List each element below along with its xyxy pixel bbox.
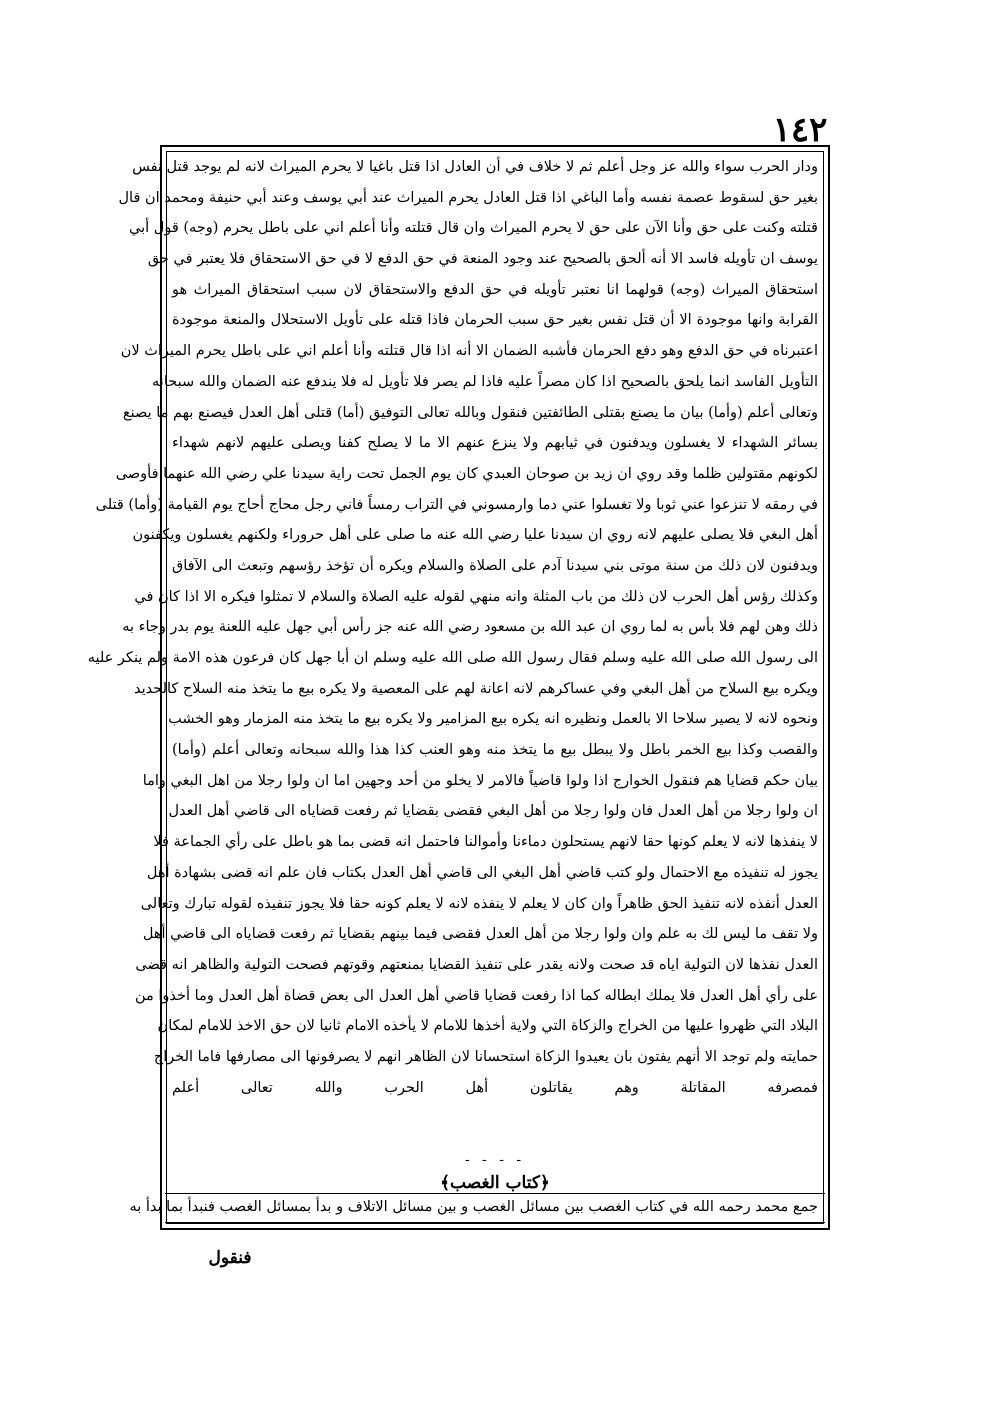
text-line: لكونهم مقتولين ظلما وقد روي ان زيد بن صوحان العبدي كان يوم الجمل تحت راية سيدنا علي رضي الله عنهما فأوصى — [115, 465, 818, 482]
section-separator: - - - - — [464, 1152, 526, 1168]
text-line: ونحوه لانه لا يصير سلاحا الا بالعمل ونظيره انه يكره بيع المزامير ولا يكره بيع ما يتخذ منه المزمار وهو الخشب — [168, 711, 818, 728]
text-line: لا ينفذها لانه لا يعلم كونها حقا لانهم يستحلون دماءنا وأموالنا فاحتمل انه قضى بما هو باطل على رأي الجماعة فلا — [153, 834, 818, 851]
text-line: التأويل الفاسد انما يلحق بالصحيح اذا كان مصراً عليه فاذا لم يصر فلا تأويل له فلا يندفع عنه الضمان والله سبحانه — [152, 373, 818, 390]
text-line: الى رسول الله صلى الله عليه وسلم فقال رسول الله صلى الله عليه وسلم ان أبا جهل كان فرعون هذه الامة ولم ينكر عليه — [87, 650, 818, 666]
text-line: ان ولوا رجلا من أهل العدل فان ولوا رجلا من أهل البغي فقضى بقضايا ثم رفعت قضاياه الى قاضي أهل العدل — [168, 803, 818, 820]
text-line: والقصب وكذا بيع الخمر باطل ولا يبطل بيع ما يتخذ منه وهو العنب كذا هذا والله سبحانه وتعالى أعلم (وأما) — [172, 742, 818, 759]
text-line: يوسف ان تأويله فاسد الا أنه ألحق بالصحيح عند وجود المنعة في حق الدفع لا في حق الاستحقاق فلا يعتبر في حق — [147, 251, 818, 268]
chapter-rule-bottom — [165, 1222, 825, 1223]
page-number: ١٤٢ — [772, 110, 828, 150]
text-line: وكذلك رؤس أهل الحرب لان ذلك من باب المثلة وانه منهي لقوله عليه الصلاة والسلام لا تمثلوا فيكره الا اذا كان في — [134, 588, 818, 605]
main-text — [87, 152, 818, 1103]
text-line: البلاد التي ظهروا عليها من الخراج والزكاة التي ولاية أخذها للامام لا يأخذه الامام ثانيا لان حق الاخذ للامام لمكان — [157, 1018, 818, 1035]
text-line: بسائر الشهداء لا يغسلون ويدفنون في ثيابهم ولا ينزع عنهم الا ما لا يصلح كفنا ويصلى عليهم لانهم شهداء — [172, 435, 818, 452]
text-line: حمايته ولم توجد الا أنهم يفتون بان يعيدوا الزكاة استحسانا لان الظاهر انهم لا يصرفونها الى مصارفها فاما الخراج — [153, 1048, 818, 1065]
text-line: يجوز له تنفيذه مع الاحتمال ولو كتب قاضي أهل البغي الى قاضي أهل العدل بكتاب فان علم انه قضى بشهادة أهل — [146, 864, 818, 881]
chapter-title: ﴿كتاب الغصب﴾ — [440, 1173, 550, 1193]
text-line: قتلته وكنت على حق وأنا الآن على حق لا يحرم الميراث وان قال قتلته وأنا أعلم اني على باطل يحرم (وجه) قول أبي — [129, 220, 818, 237]
text-line: القرابة وانها موجودة الا أن قتل نفس بغير حق سبب الحرمان فاذا قتله على تأويل الاستحلال والمنعة موجودة — [172, 312, 818, 329]
text-line: أهل البغي فلا يصلى عليهم لانه روي ان سيدنا عليا رضي الله عنه ما صلى على أهل حروراء ولكنهم يغسلون ويكفنون — [132, 527, 818, 544]
text-line: بيان حكم قضايا هم فنقول الخوارج اذا ولوا قاضياً فالامر لا يخلو من أحد وجهين اما ان ولوا رجلا من اهل البغي واما — [142, 772, 818, 789]
text-line: ويدفنون لان ذلك من سنة موتى بني سيدنا آدم على الصلاة والسلام ويكره أن تؤخذ رؤسهم وتبعث الى الآفاق — [172, 557, 818, 574]
text-line: ذلك وهن لهم فلا بأس به لما روي ان عبد الله بن مسعود رضي الله عنه جز رأس أبي جهل عليه اللعنة يوم بدر وجاء به — [122, 619, 818, 636]
text-line: على رأي أهل العدل فلا يملك ابطاله كما اذا رفعت قضايا قاضي أهل العدل الى بعض قضاة أهل العدل وما أخذوا من — [134, 987, 818, 1004]
text-line: فمصرفه المقاتلة وهم يقاتلون أهل الحرب والله تعالى أعلم — [172, 1079, 818, 1096]
text-line: العدل نفذها لان التولية اياه قد صحت ولانه يقدر على تنفيذ القضايا بمنعتهم وقوتهم فصحت التولية والظاهر انه قضى — [135, 956, 818, 973]
text-line: ودار الحرب سواء والله عز وجل أعلم ثم لا خلاف في أن العادل اذا قتل باغيا لا يحرم الميراث لانه لم يوجد قتل نفس — [132, 159, 818, 175]
text-line: ولا تقف ما ليس لك به علم وان ولوا رجلا من أهل العدل فقضى فيما بينهم بقضايا ثم رفعت قضاياه الى قاضي أهل — [142, 926, 818, 943]
catchword: فنقول — [208, 1248, 252, 1268]
text-line: في رمقه لا تنزعوا عني ثوبا ولا تغسلوا عني دما وارمسوني في التراب رمساً فاني رجل محاج أحاج يوم القيامة (وأما) قتلى — [95, 496, 818, 513]
text-line: بغير حق لسقوط عصمة نفسه وأما الباغي اذا قتل العادل يحرم الميراث عند أبي يوسف وعند أبي حنيفة ومحمد ان قال — [118, 189, 818, 206]
text-line: استحقاق الميراث (وجه) قولهما انا نعتبر تأويله في حق الدفع والاستحقاق لان سبب استحقاق الميراث هو — [172, 281, 818, 298]
text-line: العدل أنفذه لانه تنفيذ الحق ظاهراً وان كان لا يعلم لا ينفذه لانه لا يعلم كونه حقا فلا يجوز تنفيذه لقوله تبارك وتعالى — [140, 895, 818, 912]
text-line: ويكره بيع السلاح من أهل البغي وفي عساكرهم لانه اعانة لهم على المعصية ولا يكره بيع ما يتخذ منه السلاح كالحديد — [133, 680, 818, 697]
text-line: وتعالى أعلم (وأما) بيان ما يصنع بقتلى الطائفتين فنقول وبالله تعالى التوفيق (أما) قتلى أهل العدل فيصنع بهم ما يصنع — [122, 404, 818, 421]
chapter-first-line: جمع محمد رحمه الله في كتاب الغصب بين مسائل الغصب و بين مسائل الاتلاف و بدأ بمسائل الغصب فنبدأ بما بدأ به — [129, 1199, 818, 1215]
text-line: اعتبرناه في حق الدفع وهو دفع الحرمان فأشبه الضمان الا أنه اذا قال قتلته وأنا أعلم اني على باطل يحرم الميراث لان — [120, 343, 818, 360]
